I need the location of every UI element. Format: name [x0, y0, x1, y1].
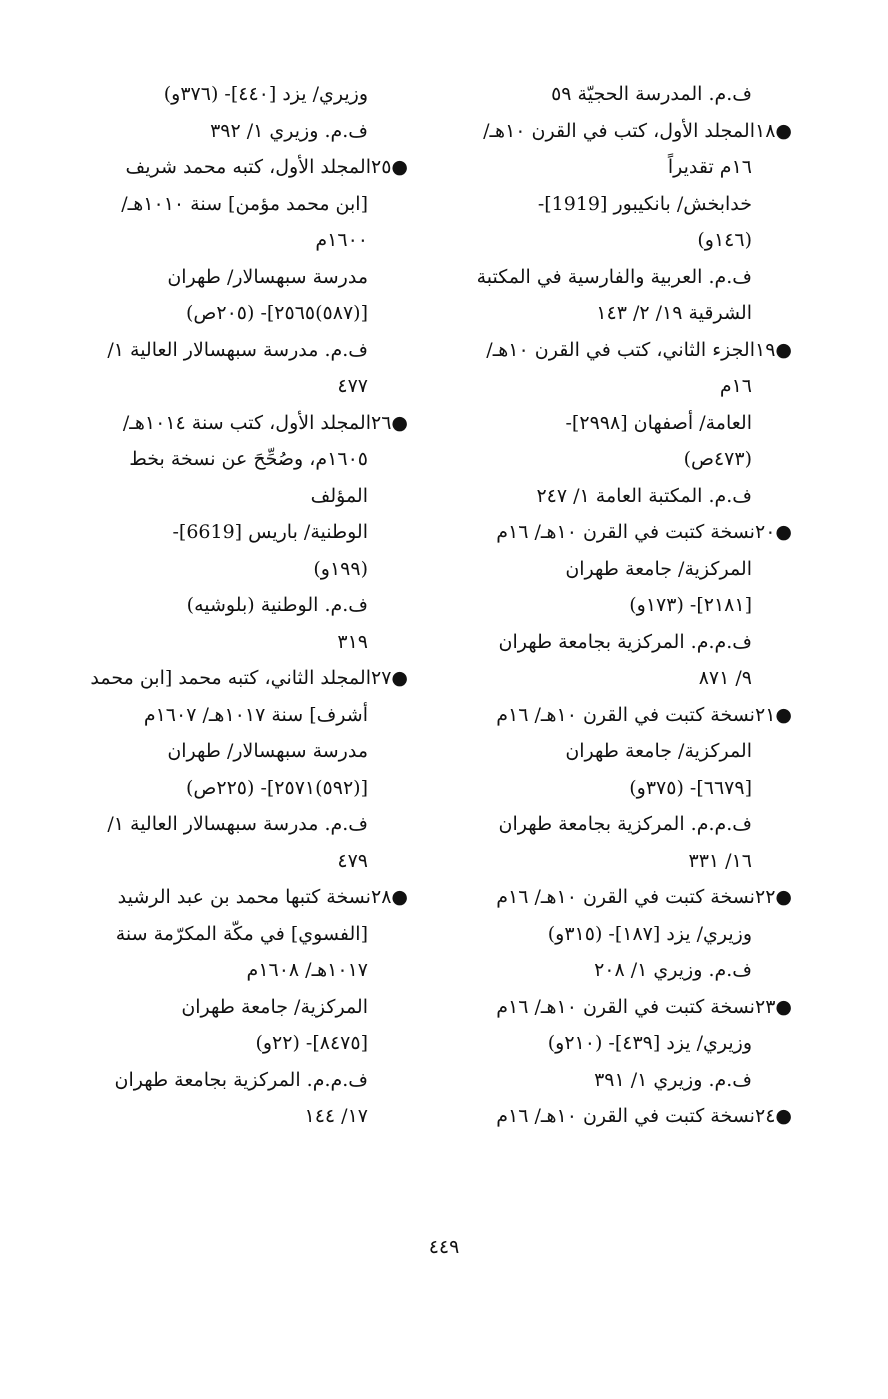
entry-line: ف.م. وزيري ١/ ٣٩٢	[210, 119, 368, 142]
catalog-entry	[62, 405, 408, 661]
entry-line	[450, 879, 792, 916]
entry-line: [٨٤٧٥]- (٢٢و)	[255, 1032, 368, 1054]
entry-line: ف.م. مدرسة سبهسالار العالية ١/	[107, 338, 368, 361]
entry-line: ف.م. المكتبة العامة ١/ ٢٤٧	[536, 484, 752, 507]
entry-text: الجزء الثاني، كتب في القرن ١٠هـ/	[486, 338, 755, 361]
entry-line: مدرسة سبهسالار/ طهران	[167, 740, 368, 762]
entry-line: الشرقية ١٩/ ٢/ ١٤٣	[596, 302, 752, 324]
entry-line: ١٦م	[719, 375, 752, 397]
entry-line: خدابخش/ بانكيبور [1919]-	[537, 192, 752, 215]
catalog-entry	[450, 879, 792, 989]
entry-line: [الفسوي] في مكّة المكرّمة سنة	[115, 922, 368, 945]
entry-line: [(٥٩٢)٢٥٧١]- (٢٢٥ص)	[185, 776, 368, 799]
entry-text: نسخة كتبت في القرن ١٠هـ/ ١٦م	[496, 703, 755, 726]
entry-line: (٤٧٣ص)	[683, 448, 752, 470]
entry-line: ف.م.م. المركزية بجامعة طهران	[114, 1068, 368, 1091]
entry-number: ●٢٦	[370, 411, 408, 434]
entry-line: وزيري/ يزد [٤٣٩]- (٢١٠و)	[547, 1032, 752, 1054]
entry-line: المركزية/ جامعة طهران	[565, 740, 752, 762]
entry-line: ف.م. العربية والفارسية في المكتبة	[476, 265, 752, 288]
entry-number: ●١٨	[754, 119, 792, 142]
entry-line: المركزية/ جامعة طهران	[181, 995, 368, 1018]
catalog-entry	[450, 514, 792, 697]
catalog-entry	[450, 1098, 792, 1135]
entry-line: ١٦٠٠م	[315, 229, 368, 251]
entry-line: ف.م.م. المركزية بجامعة طهران	[498, 630, 752, 653]
page-number: ٤٤٩	[428, 1236, 460, 1258]
entry-line: ف.م. وزيري ١/ ٣٩١	[594, 1068, 752, 1091]
entry-line: ١٦/ ٣٣١	[688, 849, 752, 872]
entry-line	[450, 332, 792, 369]
entry-line	[450, 113, 792, 150]
entry-line: (١٤٦و)	[697, 229, 752, 251]
entry-line: ٩/ ٨٧١	[698, 667, 752, 689]
entry-number: ●٢٤	[754, 1105, 792, 1127]
entry-line: وزيري/ يزد [١٨٧]- (٣١٥و)	[547, 922, 752, 945]
right-column	[450, 76, 792, 1135]
entry-text: المجلد الأول، كتبه محمد شريف	[125, 156, 371, 178]
catalog-entry	[450, 76, 792, 113]
entry-text: نسخة كتبت في القرن ١٠هـ/ ١٦م	[496, 521, 755, 543]
entry-number: ●٢٢	[754, 886, 792, 908]
entry-line: العامة/ أصفهان [٢٩٩٨]-	[565, 411, 752, 434]
entry-text: المجلد الأول، كتب سنة ١٠١٤هـ/	[122, 411, 371, 434]
entry-line: [٢١٨١]- (١٧٣و)	[629, 594, 752, 616]
entry-line: ف.م.م. المركزية بجامعة طهران	[498, 813, 752, 835]
entry-line	[450, 1098, 792, 1135]
entry-line	[62, 879, 408, 916]
entry-line: وزيري/ يزد [٤٤٠]- (٣٧٦و)	[163, 83, 368, 105]
entry-line: الوطنية/ باريس [6619]-	[172, 521, 368, 543]
catalog-entry	[62, 76, 408, 149]
entry-line: ١٦م تقديراً	[667, 156, 752, 178]
entry-line: المركزية/ جامعة طهران	[565, 557, 752, 580]
entry-text: نسخة كتبت في القرن ١٠هـ/ ١٦م	[496, 1105, 755, 1127]
entry-line: ١٦٠٥م، وصُحِّحَ عن نسخة بخط	[129, 448, 368, 470]
catalog-entry	[450, 989, 792, 1099]
entry-line: [(٥٨٧)٢٥٦٥]- (٢٠٥ص)	[185, 302, 368, 324]
entry-text: نسخة كتبها محمد بن عبد الرشيد	[117, 886, 371, 908]
entry-number: ●١٩	[754, 338, 792, 361]
entry-line: [ابن محمد مؤمن] سنة ١٠١٠هـ/	[121, 192, 368, 215]
entry-line: ف.م. وزيري ١/ ٢٠٨	[594, 959, 752, 981]
entry-line: ١٧/ ١٤٤	[304, 1105, 368, 1127]
entry-number: ●٢٨	[370, 886, 408, 908]
entry-text: المجلد الثاني، كتبه محمد [ابن محمد	[90, 667, 371, 689]
entry-line	[450, 514, 792, 551]
entry-line: [٦٦٧٩]- (٣٧٥و)	[629, 776, 752, 799]
entry-line: مدرسة سبهسالار/ طهران	[167, 265, 368, 288]
entry-number: ●٢٧	[370, 667, 408, 689]
entry-text: نسخة كتبت في القرن ١٠هـ/ ١٦م	[496, 886, 755, 908]
entry-line: (١٩٩و)	[313, 557, 368, 580]
entry-line: ٣١٩	[337, 630, 368, 653]
entry-line	[62, 405, 408, 442]
entry-line: المؤلف	[310, 484, 368, 507]
entry-line: ٤٧٩	[337, 849, 368, 872]
entry-line	[62, 660, 408, 697]
entry-number: ●٢٠	[754, 521, 792, 543]
entry-line: أشرف] سنة ١٠١٧هـ/ ١٦٠٧م	[143, 703, 368, 726]
entry-line: ف.م. الوطنية (بلوشيه)	[186, 594, 368, 616]
left-column	[62, 76, 408, 1135]
entry-number: ●٢١	[754, 703, 792, 726]
catalog-entry	[62, 660, 408, 879]
entry-number: ●٢٣	[754, 995, 792, 1018]
entry-line: ف.م. مدرسة سبهسالار العالية ١/	[107, 813, 368, 835]
entry-line	[450, 697, 792, 734]
entry-line	[450, 989, 792, 1026]
catalog-entry	[450, 332, 792, 515]
entry-number: ●٢٥	[370, 156, 408, 178]
catalog-entry	[450, 697, 792, 880]
entry-text: المجلد الأول، كتب في القرن ١٠هـ/	[483, 119, 755, 142]
entry-line: ف.م. المدرسة الحجيّة ٥٩	[551, 83, 752, 105]
entry-line: ١٠١٧هـ/ ١٦٠٨م	[246, 959, 368, 981]
entry-text: نسخة كتبت في القرن ١٠هـ/ ١٦م	[496, 995, 755, 1018]
catalog-entry	[62, 879, 408, 1135]
catalog-entry	[62, 149, 408, 405]
entry-line: ٤٧٧	[337, 375, 368, 397]
entry-line	[62, 149, 408, 186]
catalog-entry	[450, 113, 792, 332]
